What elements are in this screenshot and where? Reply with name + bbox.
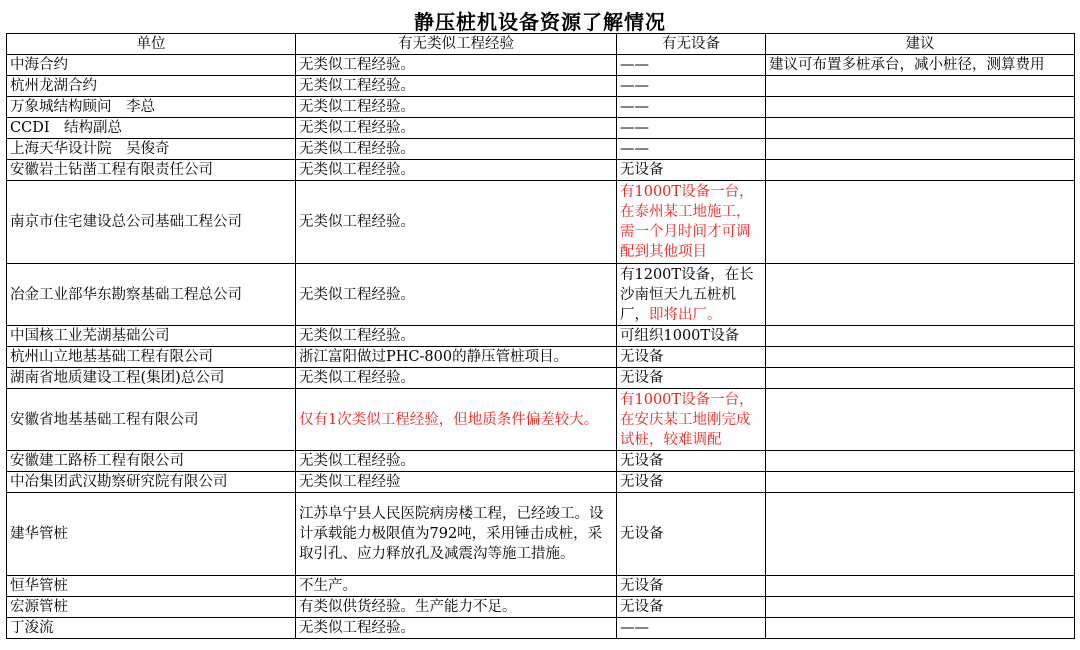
cell-suggestion [766,451,1075,472]
cell-unit: 宏源管桩 [7,597,296,618]
cell-unit: 中国核工业芜湖基础公司 [7,326,296,347]
cell-suggestion [766,618,1075,639]
cell-equipment: 无设备 [617,576,766,597]
cell-equipment: 可组织1000T设备 [617,326,766,347]
cell-unit: 南京市住宅建设总公司基础工程公司 [7,181,296,264]
cell-equipment: 无设备 [617,160,766,181]
equipment-survey-table [6,33,1075,639]
table-row [7,326,1075,347]
cell-suggestion [766,76,1075,97]
cell-equipment: 有1000T设备一台，在安庆某工地刚完成试桩，较难调配 [617,389,766,451]
cell-suggestion [766,97,1075,118]
cell-equipment: —— [617,97,766,118]
cell-experience: 浙江富阳做过PHC-800的静压管桩项目。 [296,347,617,368]
cell-unit: 杭州龙湖合约 [7,76,296,97]
table-row [7,55,1075,76]
cell-suggestion [766,118,1075,139]
cell-equipment: —— [617,139,766,160]
cell-suggestion [766,347,1075,368]
cell-equipment: —— [617,118,766,139]
cell-equipment: 无设备 [617,368,766,389]
cell-experience: 无类似工程经验 [296,472,617,493]
cell-equipment: 无设备 [617,597,766,618]
cell-unit: 丁浚流 [7,618,296,639]
cell-experience: 无类似工程经验。 [296,618,617,639]
table-row [7,389,1075,451]
table-row [7,76,1075,97]
table-row [7,97,1075,118]
cell-experience: 无类似工程经验。 [296,181,617,264]
column-header-experience: 有无类似工程经验 [296,34,617,55]
table-row [7,576,1075,597]
cell-experience: 无类似工程经验。 [296,118,617,139]
cell-unit: 恒华管桩 [7,576,296,597]
cell-unit: CCDI 结构副总 [7,118,296,139]
cell-suggestion [766,472,1075,493]
cell-unit: 安徽岩土钻凿工程有限责任公司 [7,160,296,181]
column-header-suggestion: 建议 [766,34,1075,55]
cell-suggestion [766,160,1075,181]
cell-experience: 无类似工程经验。 [296,326,617,347]
cell-equipment: 无设备 [617,347,766,368]
cell-equipment [617,264,766,326]
cell-suggestion [766,181,1075,264]
column-header-unit: 单位 [7,34,296,55]
cell-suggestion [766,493,1075,576]
cell-unit: 万象城结构顾问 李总 [7,97,296,118]
column-header-equipment: 有无设备 [617,34,766,55]
table-row [7,347,1075,368]
table-row [7,118,1075,139]
cell-unit: 杭州山立地基基础工程有限公司 [7,347,296,368]
cell-unit: 中冶集团武汉勘察研究院有限公司 [7,472,296,493]
cell-experience: 无类似工程经验。 [296,160,617,181]
header-row [7,34,1075,55]
cell-equipment: —— [617,618,766,639]
cell-equipment: —— [617,55,766,76]
table-row [7,139,1075,160]
equipment-text: 有1200T设备，在长沙南恒天九五桩机厂， [620,266,754,323]
cell-unit: 冶金工业部华东勘察基础工程总公司 [7,264,296,326]
table-row [7,472,1075,493]
table-body [7,55,1075,639]
cell-equipment: 无设备 [617,472,766,493]
cell-unit: 湖南省地质建设工程(集团)总公司 [7,368,296,389]
cell-experience: 无类似工程经验。 [296,139,617,160]
cell-experience: 江苏阜宁县人民医院病房楼工程，已经竣工。设计承载能力极限值为792吨，采用锤击成桩，采取引孔、应力释放孔及减震沟等施工措施。 [296,493,617,576]
cell-suggestion [766,264,1075,326]
cell-suggestion [766,576,1075,597]
cell-unit: 中海合约 [7,55,296,76]
equipment-status-text: 即将出厂。 [649,306,722,323]
table-row [7,493,1075,576]
cell-experience: 有类似供货经验。生产能力不足。 [296,597,617,618]
cell-unit: 上海天华设计院 吴俊奇 [7,139,296,160]
cell-suggestion: 建议可布置多桩承台，减小桩径，测算费用 [766,55,1075,76]
cell-suggestion [766,139,1075,160]
cell-suggestion [766,597,1075,618]
cell-suggestion [766,389,1075,451]
table-row [7,451,1075,472]
cell-suggestion [766,326,1075,347]
cell-unit: 建华管桩 [7,493,296,576]
table-row [7,181,1075,264]
cell-experience: 无类似工程经验。 [296,76,617,97]
cell-experience: 仅有1次类似工程经验，但地质条件偏差较大。 [296,389,617,451]
cell-experience: 无类似工程经验。 [296,97,617,118]
cell-equipment: 无设备 [617,451,766,472]
cell-unit: 安徽建工路桥工程有限公司 [7,451,296,472]
cell-experience: 无类似工程经验。 [296,264,617,326]
table-row [7,618,1075,639]
cell-experience: 无类似工程经验。 [296,55,617,76]
cell-unit: 安徽省地基基础工程有限公司 [7,389,296,451]
cell-experience: 无类似工程经验。 [296,451,617,472]
table-row [7,597,1075,618]
cell-experience: 无类似工程经验。 [296,368,617,389]
cell-experience: 不生产。 [296,576,617,597]
table-row [7,368,1075,389]
cell-equipment: —— [617,76,766,97]
sheet-title: 静压桩机设备资源了解情况 [414,10,666,34]
cell-equipment: 无设备 [617,493,766,576]
table-row [7,264,1075,326]
cell-suggestion [766,368,1075,389]
table-row [7,160,1075,181]
cell-equipment: 有1000T设备一台，在泰州某工地施工，需一个月时间才可调配到其他项目 [617,181,766,264]
